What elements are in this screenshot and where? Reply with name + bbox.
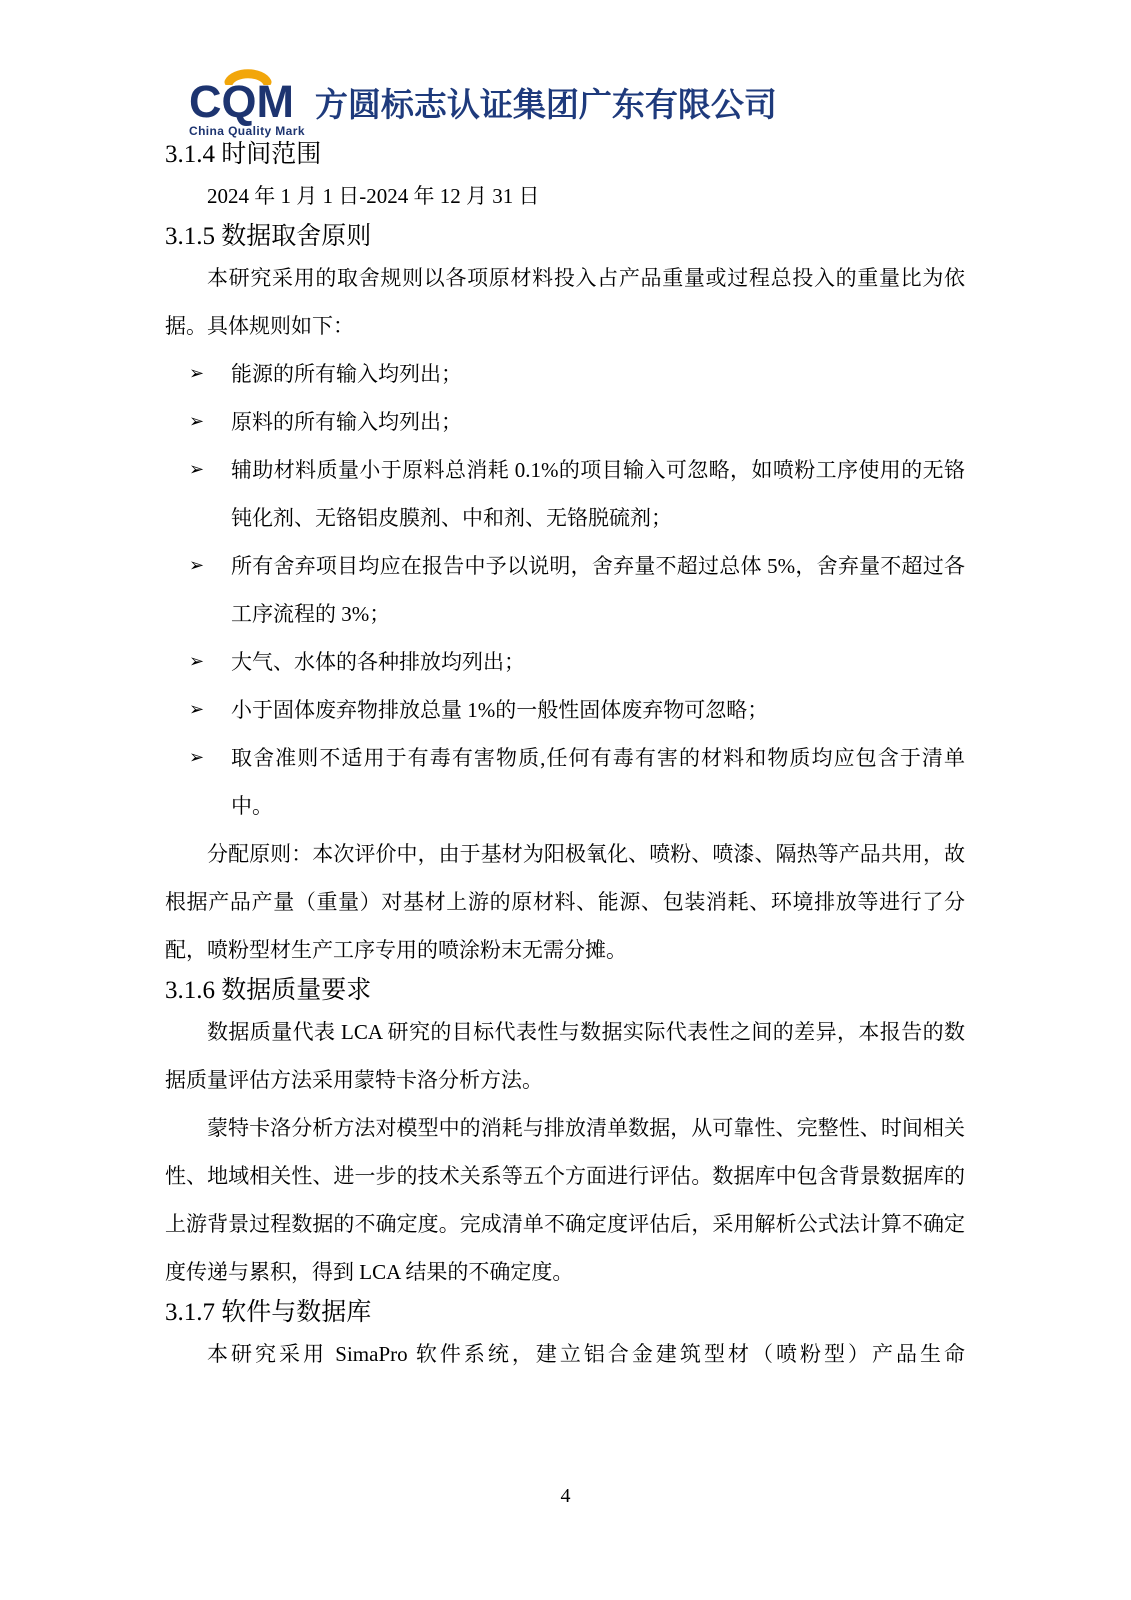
list-item (165, 446, 965, 542)
cutoff-intro-paragraph: 本研究采用的取舍规则以各项原材料投入占产品重量或过程总投入的重量比为依据。具体规则如下： (165, 266, 965, 338)
list-item-text: 大气、水体的各种排放均列出； (231, 650, 525, 674)
list-item (165, 734, 965, 830)
document-body (165, 138, 965, 1378)
list-item (165, 638, 965, 686)
company-header (165, 52, 965, 138)
arrow-bullet-icon: ➢ (189, 747, 205, 768)
software-paragraph: 本研究采用 SimaPro 软件系统，建立铝合金建筑型材（喷粉型）产品生命 (207, 1342, 965, 1366)
arrow-bullet-icon: ➢ (189, 363, 205, 384)
section-heading-3-1-5: 3.1.5 数据取舍原则 (165, 223, 372, 250)
page-number: 4 (560, 1485, 571, 1507)
allocation-paragraph: 分配原则：本次评价中，由于基材为阳极氧化、喷粉、喷漆、隔热等产品共用，故根据产品产量（重量）对基材上游的原材料、能源、包装消耗、环境排放等进行了分配，喷粉型材生产工序专用的喷涂粉末无需分摊。 (165, 842, 965, 962)
arrow-bullet-icon: ➢ (189, 555, 205, 576)
list-item-text: 所有舍弃项目均应在报告中予以说明，舍弃量不超过总体 5%，舍弃量不超过各工序流程的 3%； (231, 554, 965, 626)
list-item-text: 辅助材料质量小于原料总消耗 0.1%的项目输入可忽略，如喷粉工序使用的无铬钝化剂、无铬铝皮膜剂、中和剂、无铬脱硫剂； (231, 458, 965, 530)
arrow-bullet-icon: ➢ (189, 699, 205, 720)
section-heading-3-1-7: 3.1.7 软件与数据库 (165, 1299, 372, 1326)
date-range-paragraph: 2024 年 1 月 1 日-2024 年 12 月 31 日 (207, 184, 540, 208)
page-footer (0, 1484, 1131, 1508)
logo-arc-icon (224, 67, 272, 85)
list-item (165, 686, 965, 734)
arrow-bullet-icon: ➢ (189, 459, 205, 480)
section-heading-3-1-4: 3.1.4 时间范围 (165, 141, 322, 168)
list-item (165, 398, 965, 446)
list-item (165, 542, 965, 638)
list-item-text: 取舍准则不适用于有毒有害物质,任何有毒有害的材料和物质均应包含于清单中。 (231, 746, 965, 818)
logo-acronym: CQM (189, 76, 294, 127)
section-heading-3-1-6: 3.1.6 数据质量要求 (165, 977, 372, 1004)
arrow-bullet-icon: ➢ (189, 411, 205, 432)
logo-tagline: China Quality Mark (189, 124, 305, 138)
data-quality-paragraph-1: 数据质量代表 LCA 研究的目标代表性与数据实际代表性之间的差异，本报告的数据质量评估方法采用蒙特卡洛分析方法。 (165, 1020, 965, 1092)
list-item-text: 小于固体废弃物排放总量 1%的一般性固体废弃物可忽略； (231, 698, 769, 722)
cutoff-rules-list (165, 350, 965, 830)
data-quality-paragraph-2: 蒙特卡洛分析方法对模型中的消耗与排放清单数据，从可靠性、完整性、时间相关性、地域相关性、进一步的技术关系等五个方面进行评估。数据库中包含背景数据库的上游背景过程数据的不确定度。完成清单不确定度评估后，采用解析公式法计算不确定度传递与累积，得到 LCA 结果的不确定度。 (165, 1116, 965, 1284)
arrow-bullet-icon: ➢ (189, 651, 205, 672)
company-name: 方圆标志认证集团广东有限公司 (314, 86, 777, 123)
list-item-text: 原料的所有输入均列出； (231, 410, 462, 434)
list-item-text: 能源的所有输入均列出； (231, 362, 462, 386)
cqm-logo (189, 65, 305, 138)
list-item (165, 350, 965, 398)
